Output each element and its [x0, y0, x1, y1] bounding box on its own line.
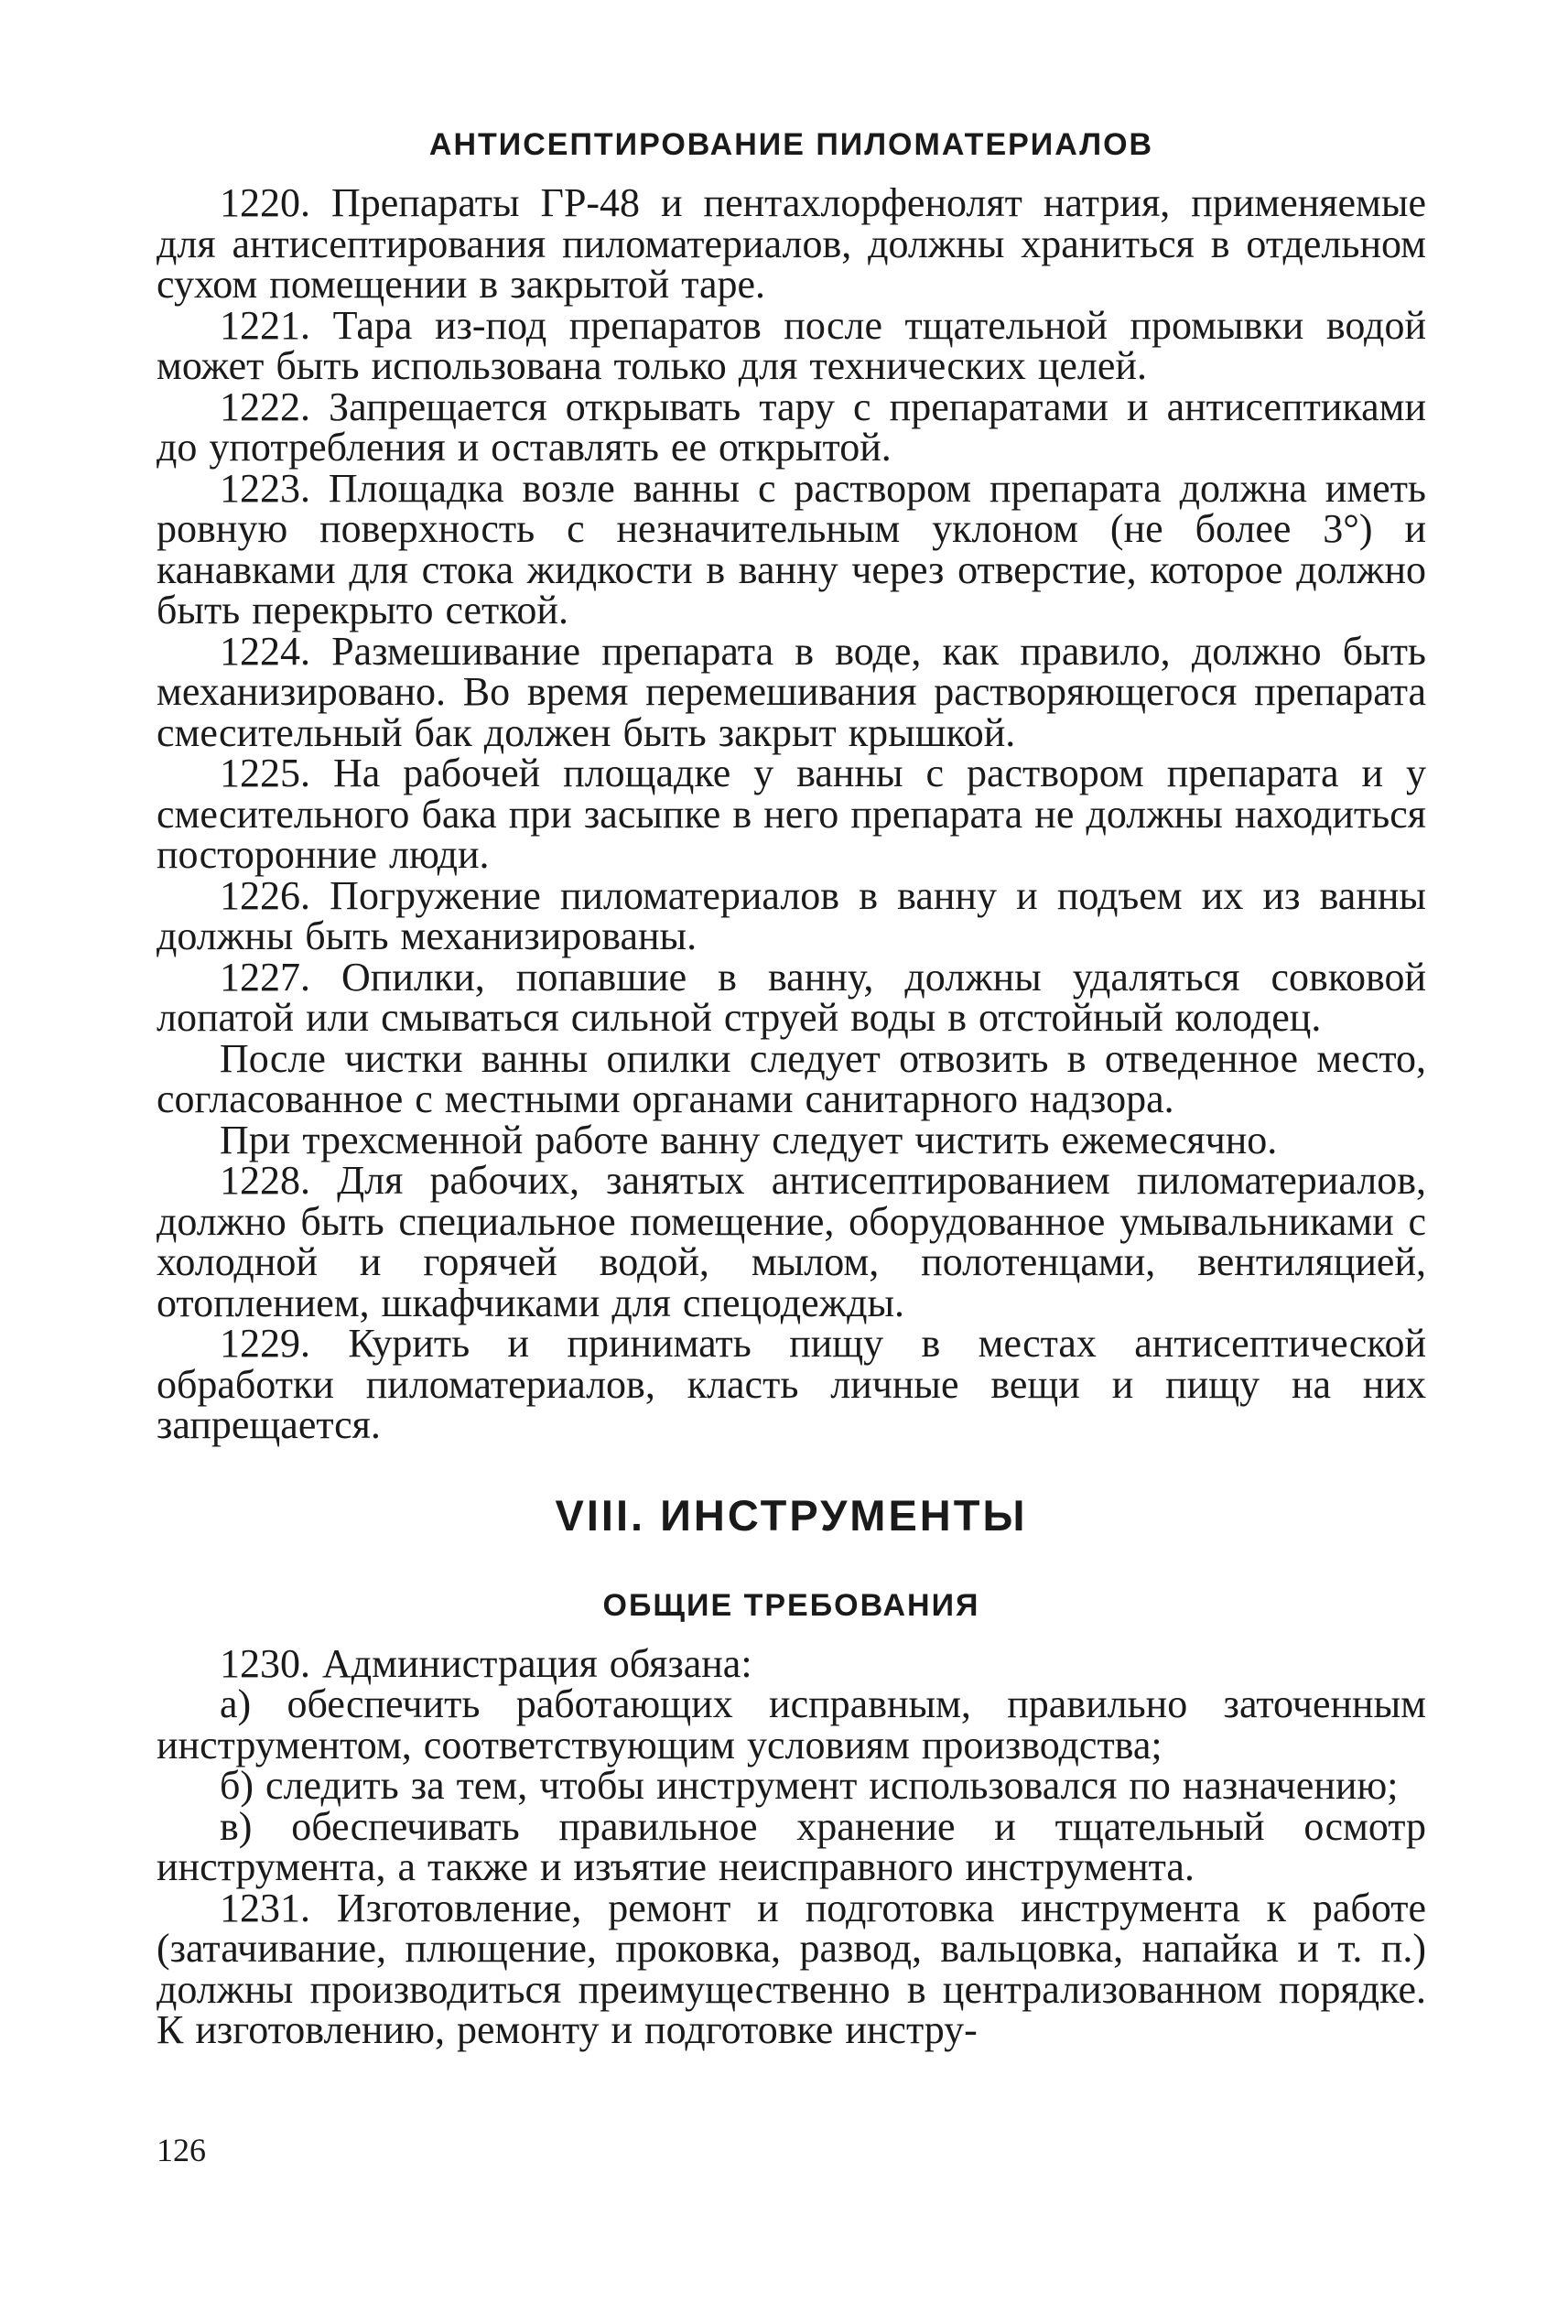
paragraph: а) обеспечить работающих исправным, правильно заточенным инструментом, соответствующим условиям производства;: [157, 1681, 1426, 1767]
paragraph: 1225. На рабочей площадке у ванны с раствором препарата и у смесительного бака при засыпке в него препарата не должны находиться посторонние люди.: [157, 751, 1426, 877]
paragraph: 1224. Размешивание препарата в воде, как правило, должно быть механизировано. Во время перемешивания растворяющегося препарата смесительный бак должен быть закрыт крышкой.: [157, 628, 1426, 755]
paragraph: 1222. Запрещается открывать тару с препаратами и антисептиками до употребления и оставлять ее открытой.: [157, 384, 1426, 470]
paragraph: 1229. Курить и принимать пищу в местах антисептической обработки пиломатериалов, класть личные вещи и пищу на них запрещается.: [157, 1321, 1426, 1447]
paragraph: 1227. Опилки, попавшие в ванну, должны удаляться совковой лопатой или смываться сильной струей воды в отстойный колодец.: [157, 954, 1426, 1040]
paragraph: После чистки ванны опилки следует отвозить в отведенное место, согласованное с местными органами санитарного надзора.: [157, 1035, 1426, 1121]
paragraph: 1231. Изготовление, ремонт и подготовка инструмента к работе (затачивание, плющение, проковка, развод, вальцовка, напайка и т. п.) должны производиться преимущественно в централизованном порядке. К изготовлению, ремонту и подготовке инстру-: [157, 1885, 1426, 2052]
paragraph: 1228. Для рабочих, занятых антисептированием пиломатериалов, должно быть специальное помещение, оборудованное умывальниками с холодной и горячей водой, мылом, полотенцами, вентиляцией, отоплением, шкафчиками для спецодежды.: [157, 1158, 1426, 1325]
paragraph: в) обеспечивать правильное хранение и тщательный осмотр инструмента, а также и изъятие неисправного инструмента.: [157, 1803, 1426, 1889]
paragraph: 1226. Погружение пиломатериалов в ванну и подъем их из ванны должны быть механизированы.: [157, 872, 1426, 958]
paragraph: При трехсменной работе ванну следует чистить ежемесячно.: [220, 1117, 1278, 1162]
section-heading-antiseptic: АНТИСЕПТИРОВАНИЕ ПИЛОМАТЕРИАЛОВ: [428, 127, 1154, 162]
page-number: 126: [157, 2132, 206, 2168]
paragraph: 1221. Тара из-под препаратов после тщательной промывки водой может быть использована только для технических целей.: [157, 302, 1426, 388]
paragraph: б) следить за тем, чтобы инструмент использовался по назначению;: [220, 1763, 1399, 1808]
paragraph: 1223. Площадка возле ванны с раствором препарата должна иметь ровную поверхность с незначительным уклоном (не более 3°) и канавками для стока жидкости в ванну через отверстие, которое должно быть перекрыто сеткой.: [157, 465, 1426, 632]
page-content: [157, 126, 1426, 2051]
subsection-heading: ОБЩИЕ ТРЕБОВАНИЯ: [602, 1587, 980, 1623]
paragraph: 1220. Препараты ГР-48 и пентахлорфенолят натрия, применяемые для антисептирования пиломатериалов, должны храниться в отдельном сухом помещении в закрытой таре.: [157, 180, 1426, 307]
chapter-title: VIII. ИНСТРУМЕНТЫ: [555, 1490, 1028, 1540]
paragraph: 1230. Администрация обязана:: [220, 1640, 752, 1686]
